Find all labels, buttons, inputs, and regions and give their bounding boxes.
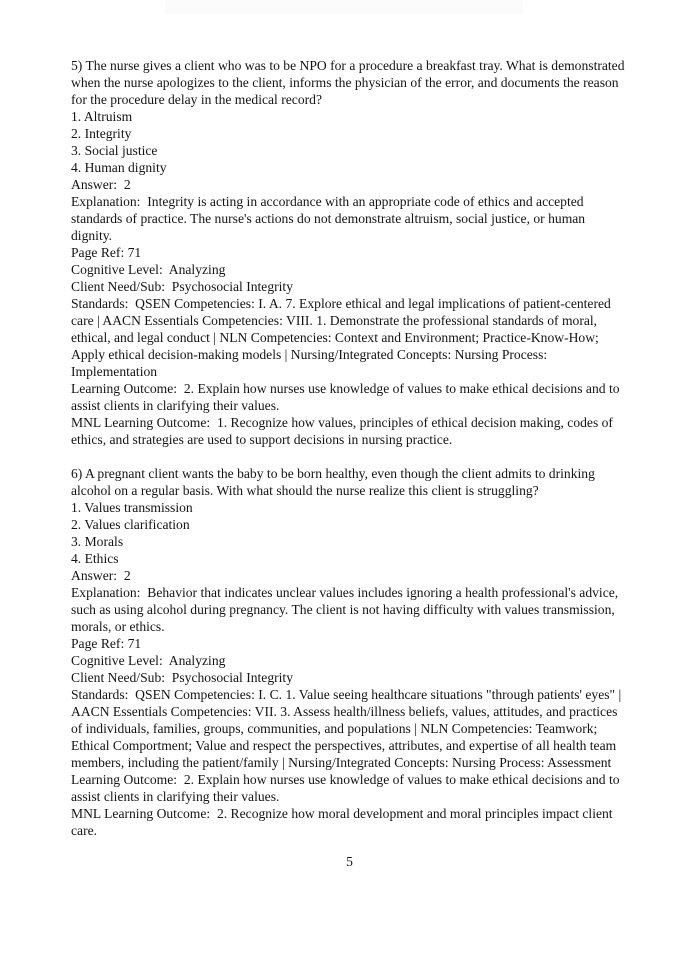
answer-option: 1. Values transmission	[71, 500, 193, 515]
question-stem: 6) A pregnant client wants the baby to be born healthy, even though the client admits to drinking alcohol on a regular basis. With what should the nurse realize this client is struggling?	[71, 466, 599, 498]
page-number: 5	[346, 854, 353, 869]
answer-line: Answer: 2	[71, 568, 131, 583]
page-ref: Page Ref: 71	[71, 636, 142, 651]
client-need: Client Need/Sub: Psychosocial Integrity	[71, 279, 294, 294]
answer-option: 2. Integrity	[71, 126, 132, 141]
explanation: Explanation: Behavior that indicates unclear values includes ignoring a health professional's advice, such as using alcohol during pregnancy. The client is not having difficulty with values transmission, morals, or ethics.	[71, 585, 622, 634]
mnl-learning-outcome: MNL Learning Outcome: 1. Recognize how values, principles of ethical decision making, codes of ethics, and strategies are used to support decisions in nursing practice.	[71, 415, 617, 447]
answer-option: 4. Ethics	[71, 551, 119, 566]
answer-option: 3. Social justice	[71, 143, 158, 158]
cognitive-level: Cognitive Level: Analyzing	[71, 262, 226, 277]
redacted-header-bar	[165, 0, 523, 14]
answer-option: 1. Altruism	[71, 109, 133, 124]
question-block-6	[71, 465, 628, 839]
mnl-learning-outcome: MNL Learning Outcome: 2. Recognize how moral development and moral principles impact client care.	[71, 806, 616, 838]
explanation: Explanation: Integrity is acting in accordance with an appropriate code of ethics and accepted standards of practice. The nurse's actions do not demonstrate altruism, social justice, or human dignity.	[71, 194, 589, 243]
cognitive-level: Cognitive Level: Analyzing	[71, 653, 226, 668]
document-body	[71, 57, 628, 839]
answer-option: 2. Values clarification	[71, 517, 190, 532]
learning-outcome: Learning Outcome: 2. Explain how nurses use knowledge of values to make ethical decisions and to assist clients in clarifying their values.	[71, 381, 623, 413]
client-need: Client Need/Sub: Psychosocial Integrity	[71, 670, 294, 685]
answer-option: 4. Human dignity	[71, 160, 167, 175]
answer-line: Answer: 2	[71, 177, 131, 192]
question-block-5	[71, 57, 628, 448]
question-stem: 5) The nurse gives a client who was to be NPO for a procedure a breakfast tray. What is demonstrated when the nurse apologizes to the client, informs the physician of the error, and documents the reason for the procedure delay in the medical record?	[71, 58, 628, 107]
page-ref: Page Ref: 71	[71, 245, 142, 260]
answer-option: 3. Morals	[71, 534, 124, 549]
standards: Standards: QSEN Competencies: I. A. 7. Explore ethical and legal implications of patient-centered care | AACN Essentials Competencies: VIII. 1. Demonstrate the professional standards of moral, ethical, and legal conduct | NLN Competencies: Context and Environment; Practice-Know-How; Apply ethical decision-making models | Nursing/Integrated Concepts: Nursing Process: Implementation	[71, 296, 615, 379]
learning-outcome: Learning Outcome: 2. Explain how nurses use knowledge of values to make ethical decisions and to assist clients in clarifying their values.	[71, 772, 623, 804]
standards: Standards: QSEN Competencies: I. C. 1. Value seeing healthcare situations "through patients' eyes" | AACN Essentials Competencies: VII. 3. Assess health/illness beliefs, values, attitudes, and practices of individuals, families, groups, communities, and populations | NLN Competencies: Teamwork; Ethical Comportment; Value and respect the perspectives, attributes, and expertise of all health team members, including the patient/family | Nursing/Integrated Concepts: Nursing Process: Assessment	[71, 687, 624, 770]
